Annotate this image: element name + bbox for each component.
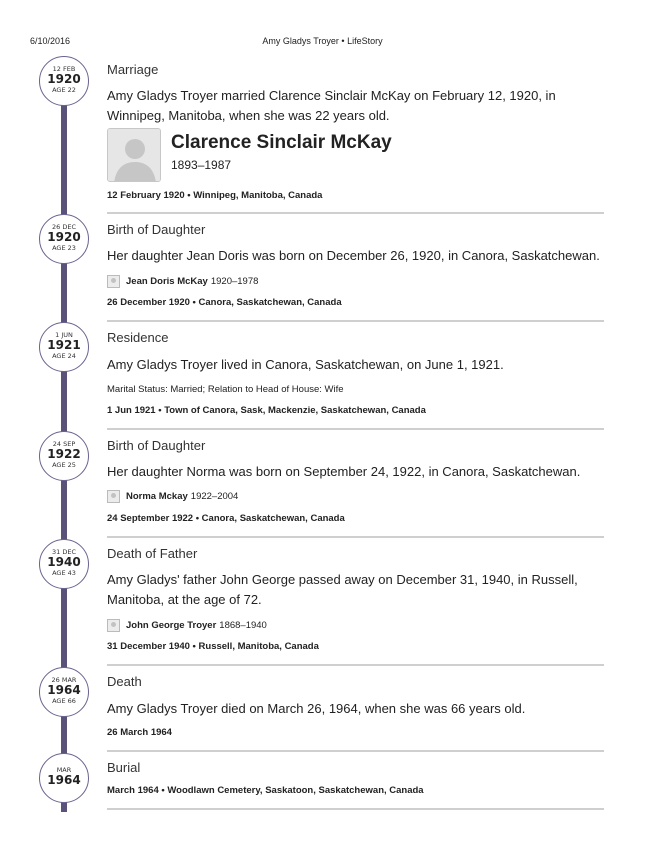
badge-day-month: 24 SEP (52, 440, 76, 448)
date-badge (39, 214, 89, 264)
badge-day-month: 12 FEB (52, 65, 76, 73)
document-title: Amy Gladys Troyer • LifeStory (262, 36, 383, 46)
person-link[interactable] (107, 275, 258, 289)
event-detail: Marital Status: Married; Relation to Head of House: Wife (107, 384, 344, 395)
date-badge (39, 753, 89, 803)
divider (107, 212, 604, 214)
divider (107, 664, 604, 666)
event-title: Birth of Daughter (107, 222, 206, 237)
event-footer: 26 March 1964 (107, 727, 172, 738)
badge-year: 1920 (47, 72, 81, 86)
event-title: Death of Father (107, 546, 198, 561)
person-name[interactable]: Norma Mckay (126, 491, 188, 502)
person-years: 1922–2004 (190, 491, 239, 502)
spouse-name[interactable]: Clarence Sinclair McKay (171, 132, 392, 153)
event-title: Death (107, 674, 142, 689)
date-badge (39, 322, 89, 372)
event-footer: 26 December 1920 • Canora, Saskatchewan, Canada (107, 297, 342, 308)
divider (107, 536, 604, 538)
event-description: Amy Gladys' father John George passed away on December 31, 1940, in Russell, Manitoba, at the age of 72. (107, 572, 578, 607)
event-description: Her daughter Jean Doris was born on December 26, 1920, in Canora, Saskatchewan. (107, 248, 600, 263)
badge-day-month: 31 DEC (52, 548, 76, 556)
badge-day-month: 26 MAR (51, 676, 77, 684)
spouse-years: 1893–1987 (171, 158, 232, 172)
person-name[interactable]: John George Troyer (126, 620, 217, 631)
badge-age: AGE 66 (52, 697, 76, 705)
badge-age: AGE 24 (52, 352, 76, 360)
badge-age: AGE 23 (52, 244, 76, 252)
event-description: Amy Gladys Troyer married Clarence Sinclair McKay on February 12, 1920, in Winnipeg, Manitoba, when she was 22 years old. (107, 88, 556, 123)
badge-age: AGE 25 (52, 461, 76, 469)
person-years: 1920–1978 (210, 276, 259, 287)
event-title: Burial (107, 760, 141, 775)
event-footer: 24 September 1922 • Canora, Saskatchewan, Canada (107, 513, 345, 524)
person-silhouette-icon (108, 129, 161, 182)
avatar (107, 275, 120, 288)
event-description: Amy Gladys Troyer died on March 26, 1964, when she was 66 years old. (107, 701, 526, 716)
badge-year: 1940 (47, 555, 81, 569)
divider (107, 808, 604, 810)
badge-year: 1920 (47, 230, 81, 244)
event-footer: 31 December 1940 • Russell, Manitoba, Canada (107, 641, 319, 652)
badge-year: 1921 (47, 338, 81, 352)
badge-day-month: 1 JUN (55, 331, 73, 339)
person-link[interactable] (107, 490, 238, 504)
event-title: Birth of Daughter (107, 438, 206, 453)
event-description: Her daughter Norma was born on September 24, 1922, in Canora, Saskatchewan. (107, 464, 581, 479)
avatar (107, 619, 120, 632)
person-name[interactable]: Jean Doris McKay (126, 276, 208, 287)
divider (107, 320, 604, 322)
event-title: Residence (107, 330, 169, 345)
badge-age: AGE 43 (52, 569, 76, 577)
date-badge (39, 56, 89, 106)
date-badge (39, 667, 89, 717)
badge-day-month: MAR (56, 766, 72, 774)
avatar (107, 128, 161, 182)
badge-day-month: 26 DEC (52, 223, 76, 231)
date-badge (39, 539, 89, 589)
event-footer: 12 February 1920 • Winnipeg, Manitoba, Canada (107, 190, 323, 201)
badge-year: 1922 (47, 447, 81, 461)
divider (107, 750, 604, 752)
print-date: 6/10/2016 (30, 36, 71, 46)
person-years: 1868–1940 (219, 620, 267, 631)
date-badge (39, 431, 89, 481)
page-header (0, 36, 645, 50)
event-footer: March 1964 • Woodlawn Cemetery, Saskatoon, Saskatchewan, Canada (107, 785, 424, 796)
avatar (107, 490, 120, 503)
badge-year: 1964 (47, 773, 81, 787)
divider (107, 428, 604, 430)
event-footer: 1 Jun 1921 • Town of Canora, Sask, Mackenzie, Saskatchewan, Canada (107, 405, 426, 416)
event-title: Marriage (107, 62, 159, 77)
event-description: Amy Gladys Troyer lived in Canora, Saskatchewan, on June 1, 1921. (107, 357, 504, 372)
person-link[interactable] (107, 619, 267, 633)
badge-age: AGE 22 (52, 86, 76, 94)
badge-year: 1964 (47, 683, 81, 697)
